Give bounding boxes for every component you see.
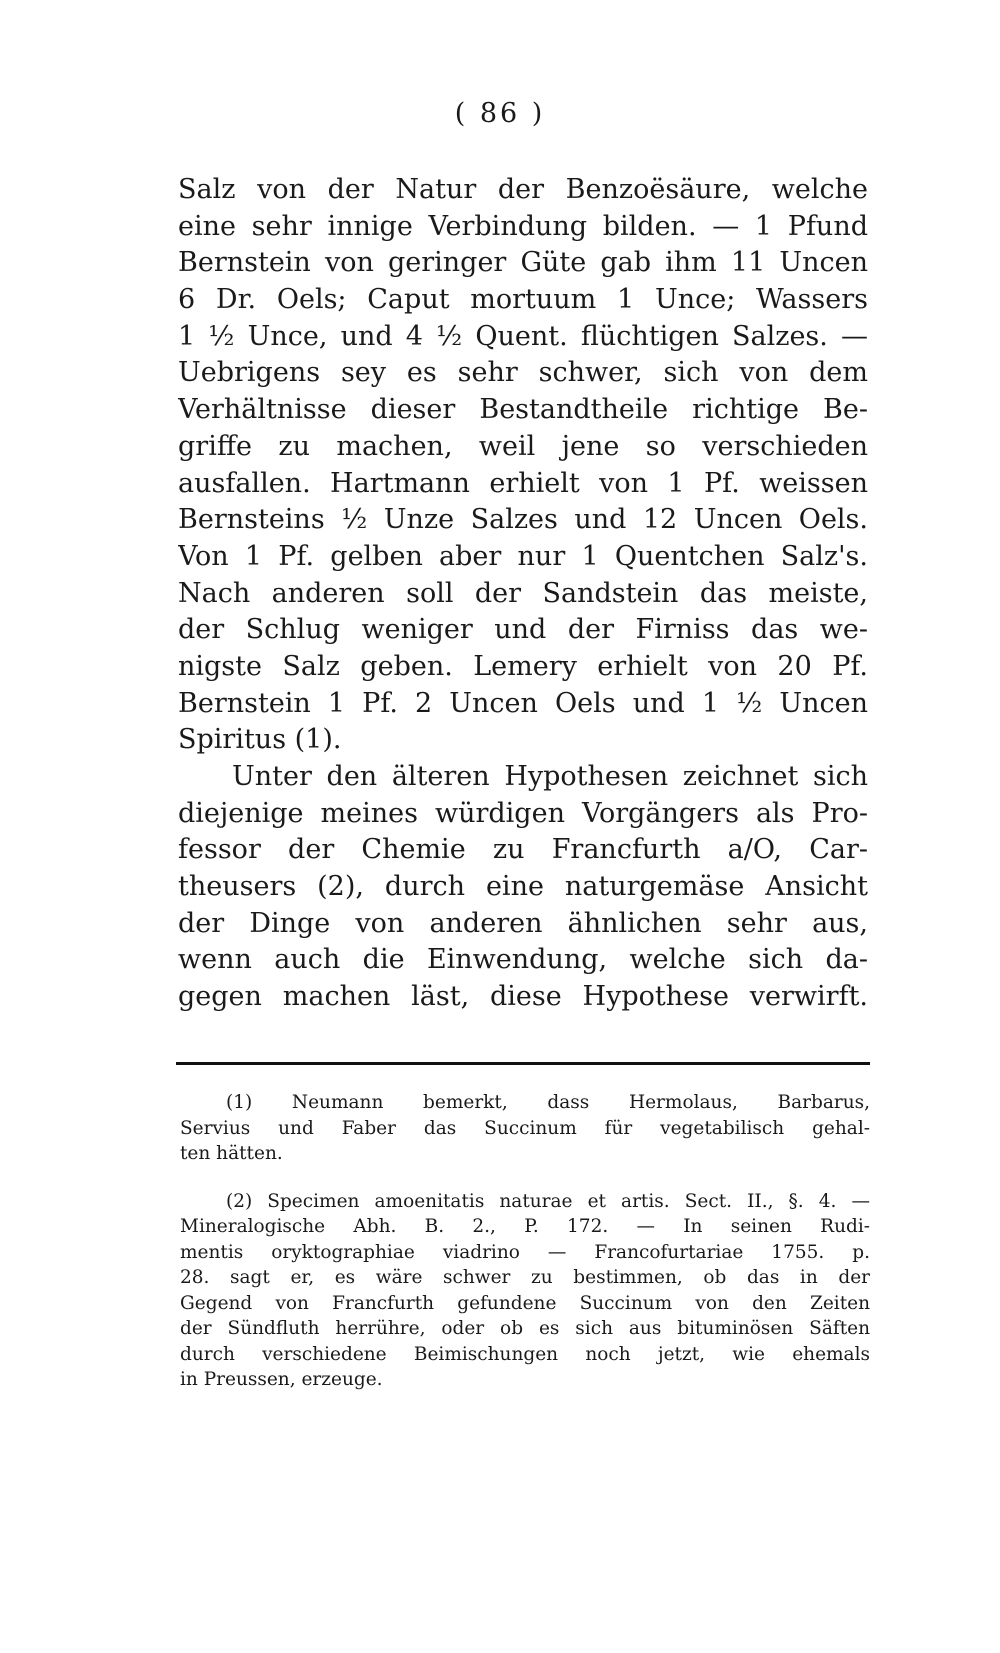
text-line: Salz von der Natur der Benzoësäure, welche	[178, 174, 868, 205]
footnote-line: Gegend von Francfurth gefundene Succinum von den Zeiten	[180, 1292, 870, 1314]
text-line: Uebrigens sey es sehr schwer, sich von dem	[178, 357, 868, 389]
text-line: wenn auch die Einwendung, welche sich da-	[178, 944, 868, 976]
footnote-2	[180, 1189, 870, 1393]
text-line: Bernsteins ½ Unze Salzes und 12 Uncen Oels.	[178, 504, 868, 536]
footnote-line: ten hätten.	[180, 1143, 283, 1164]
text-line: nigste Salz geben. Lemery erhielt von 20 Pf.	[178, 650, 868, 682]
text-line: 6 Dr. Oels; Caput mortuum 1 Unce; Wassers	[178, 284, 868, 316]
text-line: Verhältnisse dieser Bestandtheile richtige Be-	[178, 394, 868, 426]
text-line: Spiritus (1).	[178, 724, 342, 756]
footnote-divider	[176, 1062, 870, 1065]
footnote-line: durch verschiedene Beimischungen noch jetzt, wie ehemals	[180, 1343, 870, 1365]
main-text-block	[178, 172, 868, 1016]
footnote-line: der Sündfluth herrühre, oder ob es sich aus bituminösen Säften	[180, 1318, 870, 1339]
text-line: Bernstein von geringer Güte gab ihm 11 Uncen	[178, 247, 868, 279]
text-line: griffe zu machen, weil jene so verschieden	[178, 430, 868, 462]
footnote-line: Mineralogische Abh. B. 2., P. 172. — In seinen Rudi-	[180, 1216, 870, 1237]
text-line: eine sehr innige Verbindung bilden. — 1 Pfund	[178, 210, 868, 242]
page-number: ( 86 )	[454, 98, 546, 129]
text-line: 1 ½ Unce, und 4 ½ Quent. flüchtigen Salzes. —	[178, 320, 868, 352]
footnote-line: in Preussen, erzeuge.	[180, 1369, 383, 1390]
text-line: gegen machen läst, diese Hypothese verwirft.	[178, 981, 868, 1013]
text-line: der Schlug weniger und der Firniss das we-	[178, 614, 868, 646]
text-line: Unter den älteren Hypothesen zeichnet sich	[232, 761, 868, 792]
footnote-line: Servius und Faber das Succinum für vegetabilisch gehal-	[180, 1117, 870, 1139]
text-line: theusers (2), durch eine naturgemäse Ansicht	[178, 871, 868, 903]
text-line: der Dinge von anderen ähnlichen sehr aus,	[178, 907, 868, 939]
text-line: Bernstein 1 Pf. 2 Uncen Oels und 1 ½ Uncen	[178, 687, 868, 719]
footnote-line: (1) Neumann bemerkt, dass Hermolaus, Barbarus,	[226, 1092, 870, 1113]
text-line: diejenige meines würdigen Vorgängers als Pro-	[178, 797, 868, 829]
text-line: ausfallen. Hartmann erhielt von 1 Pf. weissen	[178, 467, 868, 499]
text-line: fessor der Chemie zu Francfurth a/O, Car-	[178, 834, 868, 866]
footnote-line: (2) Specimen amoenitatis naturae et artis. Sect. II., §. 4. —	[226, 1190, 870, 1212]
text-line: Von 1 Pf. gelben aber nur 1 Quentchen Salz's.	[178, 540, 868, 572]
footnote-line: 28. sagt er, es wäre schwer zu bestimmen, ob das in der	[180, 1267, 870, 1288]
text-line: Nach anderen soll der Sandstein das meiste,	[178, 577, 868, 609]
footnote-1	[180, 1090, 870, 1167]
footnotes-block	[180, 1090, 870, 1393]
footnote-line: mentis oryktographiae viadrino — Francofurtariae 1755. p.	[180, 1241, 870, 1263]
